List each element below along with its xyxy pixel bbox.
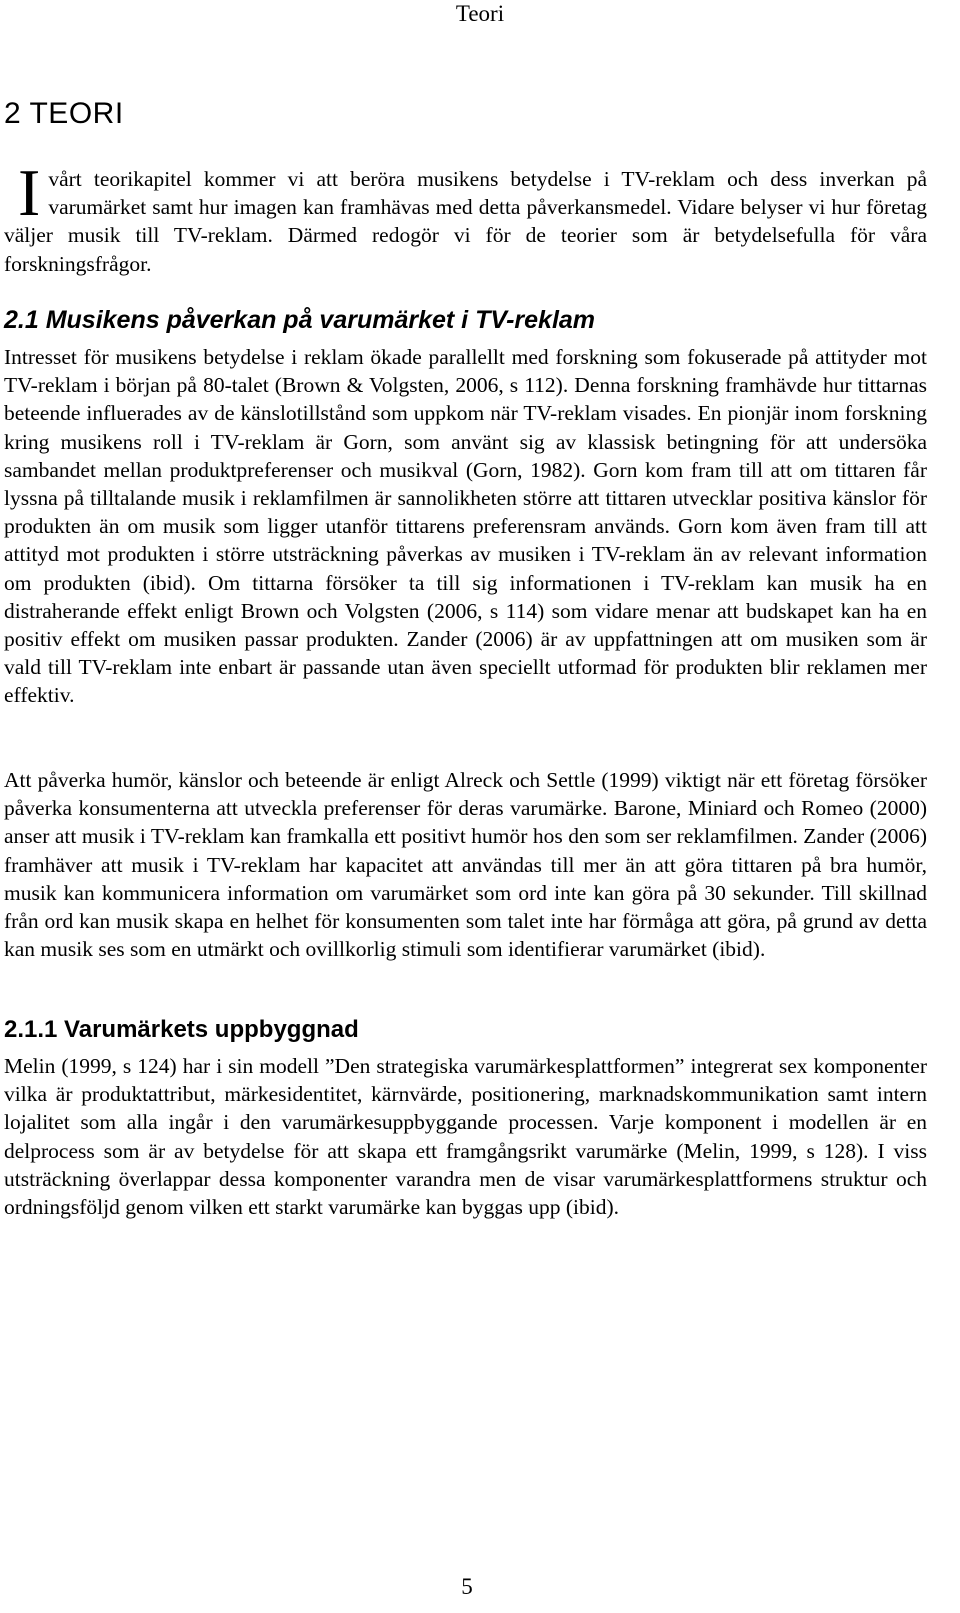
section-paragraph-1: Intresset för musikens betydelse i reklam ökade parallellt med forskning som fokuserade på attityder mot TV-reklam i början på 80-talet (Brown & Volgsten, 2006, s 112). Denna forskning framhävde hur tittarnas beteende influerades av de känslotillstånd som uppkom när TV-reklam visades. En pionjär inom forskning kring musikens roll i TV-reklam är Gorn, som använt sig av klassisk betingning för att undersöka sambandet mellan produktpreferenser och musikval (Gorn, 1982). Gorn kom fram till att om tittaren får lyssna på tilltalande musik i reklamfilmen är sannolikheten större att tittaren utvecklar positiva känslor för produkten än om musik som ligger utanför tittarens preferensram används. Gorn kom även fram till att attityd mot produkten i större utsträckning påverkas av musiken i TV-reklam än av relevant information om produkten (ibid). Om tittarna försöker ta till sig informationen i TV-reklam kan musik ha en distraherande effekt enligt Brown och Volgsten (2006, s 114) som vidare menar att budskapet kan ha en positiv effekt om musiken passar produkten. Zander (2006) är av uppfattningen att om musiken som är vald till TV-reklam inte enbart är passande utan även speciellt utformad för produkten blir reklamen mer effektiv. [4, 345, 927, 708]
subsection-title: 2.1.1 Varumärkets uppbyggnad [4, 1016, 359, 1043]
chapter-intro-paragraph [4, 156, 927, 278]
section-paragraph-2: Att påverka humör, känslor och beteende är enligt Alreck och Settle (1999) viktigt när ett företag försöker påverka konsumenterna att utveckla preferenser för deras varumärke. Barone, Miniard och Romeo (2000) anser att musik i TV-reklam kan framkalla ett positivt humör hos den som ser reklamfilmen. Zander (2006) framhäver att musik i TV-reklam har kapacitet att användas till mer än att göra tittaren på bra humör, musik kan kommunicera information om varumärket som ord inte kan göra på 30 sekunder. Till skillnad från ord kan musik skapa en helhet för konsumenten som talet inte har förmåga att göra, på grund av detta kan musik ses som en utmärkt och ovillkorlig stimuli som identifierar varumärket (ibid). [4, 768, 927, 962]
drop-cap-letter: I [18, 156, 41, 230]
chapter-intro-text: vårt teorikapitel kommer vi att beröra musikens betydelse i TV-reklam och dess inverkan på varumärket samt hur imagen kan framhävas med detta påverkansmedel. Vidare belyser vi hur företag väljer musik till TV-reklam. Därmed redogör vi för de teorier som är betydelsefulla för våra forskningsfrågor. [4, 167, 927, 276]
page-number: 5 [461, 1574, 473, 1599]
section-title: 2.1 Musikens påverkan på varumärket i TV-reklam [4, 306, 596, 334]
running-header: Teori [455, 1, 505, 26]
subsection-paragraph-1: Melin (1999, s 124) har i sin modell ”Den strategiska varumärkesplattformen” integrerat sex komponenter vilka är produktattribut, märkesidentitet, kärnvärde, positionering, marknadskommunikation samt intern lojalitet som alla ingår i den varumärkesuppbyggande processen. Varje komponent i modellen är en delprocess som är av betydelse för att skapa ett framgångsrikt varumärke (Melin, 1999, s 128). I viss utsträckning överlappar dessa komponenter varandra men de visar varumärkesplattformens struktur och ordningsföljd genom vilken ett starkt varumärke kan byggas upp (ibid). [4, 1054, 927, 1220]
chapter-title: 2 TEORI [4, 97, 124, 130]
